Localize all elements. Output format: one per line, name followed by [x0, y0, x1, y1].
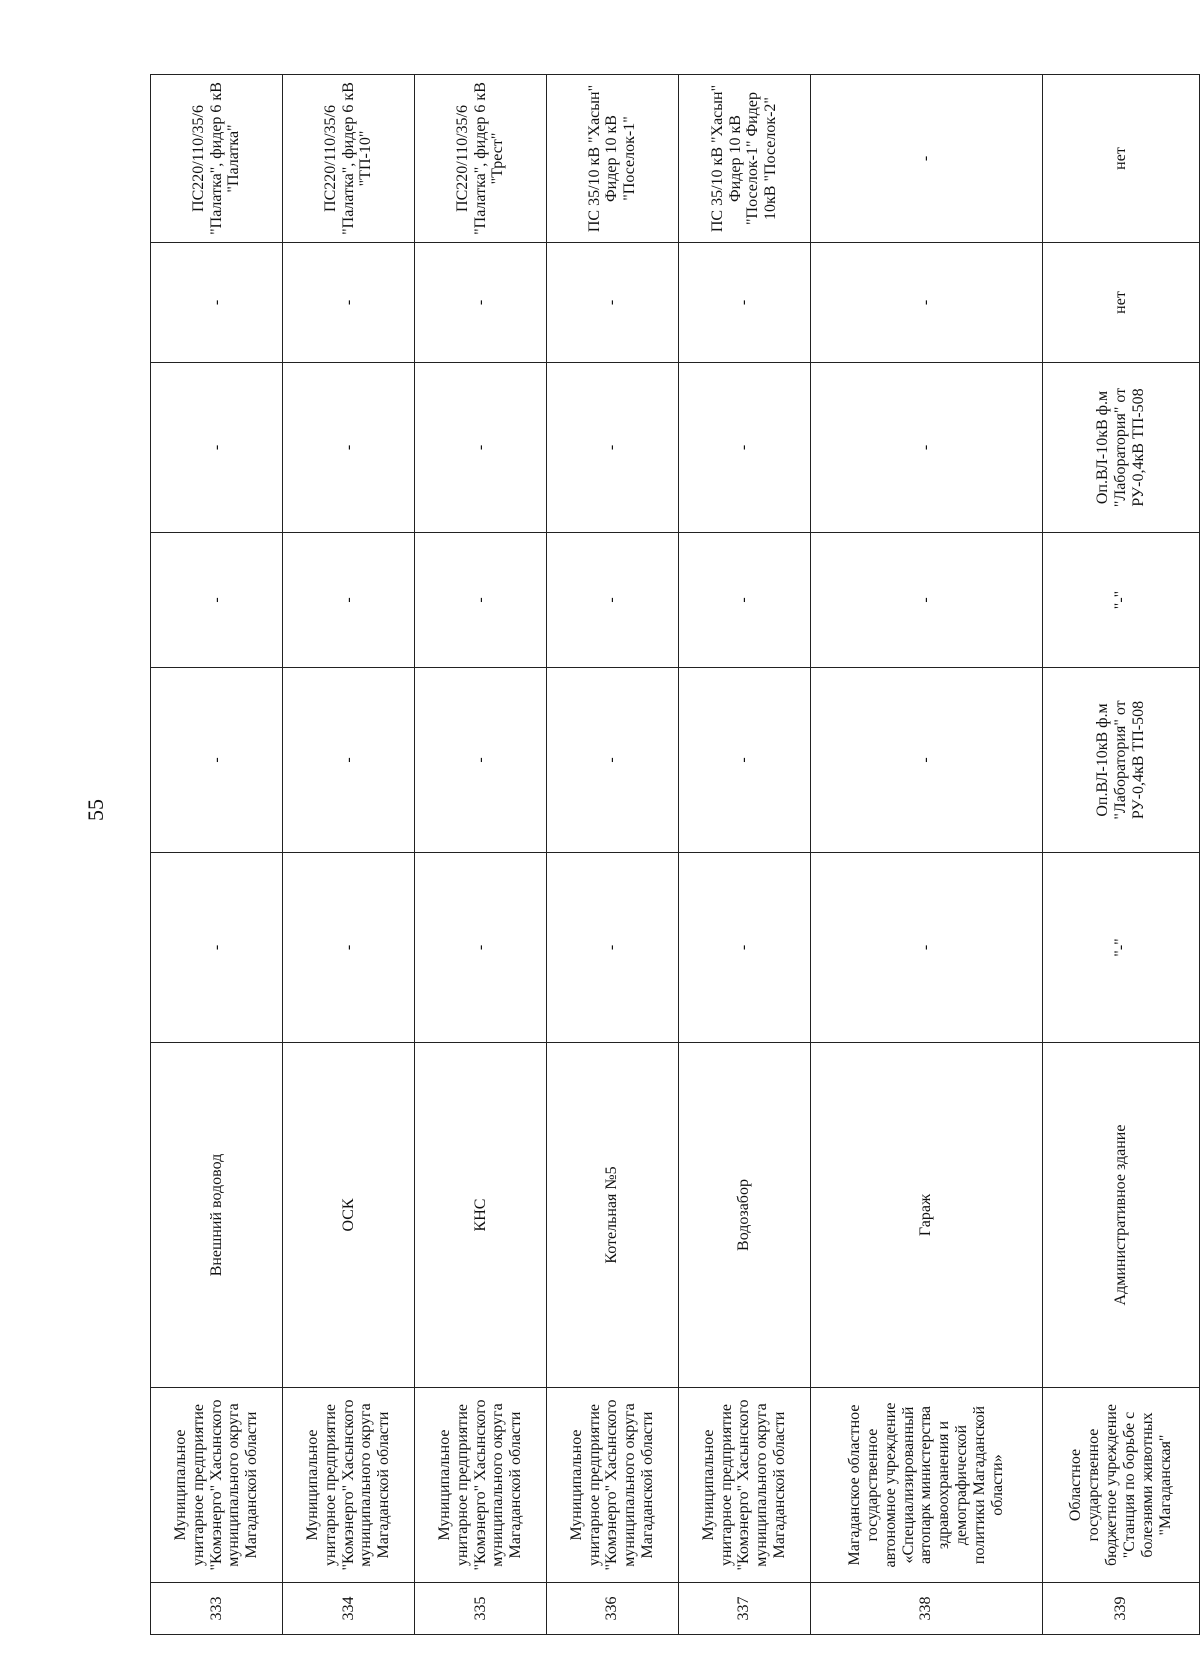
column-e-cell: нет	[1042, 243, 1199, 363]
column-c-cell: -	[678, 533, 810, 668]
rotated-table-wrapper	[150, 75, 1200, 1635]
table-row	[282, 75, 414, 1635]
column-e-cell: -	[810, 243, 1042, 363]
column-d-cell: Оп.ВЛ-10кВ ф.м "Лаборатория" от РУ-0,4кВ ТП-508	[1042, 363, 1199, 533]
feeder-cell: ПС220/110/35/6 "Палатка", фидер 6 кВ "Палатка"	[151, 75, 283, 243]
row-number: 333	[151, 1583, 283, 1635]
column-a-cell: -	[151, 853, 283, 1043]
feeder-cell: ПС220/110/35/6 "Палатка", фидер 6 кВ "Трест"	[414, 75, 546, 243]
column-a-cell: -	[414, 853, 546, 1043]
organization-cell: Муниципальное унитарное предприятие "Комэнерго" Хасынского муниципального округа Магаданской области	[414, 1388, 546, 1583]
organization-cell: Муниципальное унитарное предприятие "Комэнерго" Хасынского муниципального округа Магаданской области	[678, 1388, 810, 1583]
organization-cell: Муниципальное унитарное предприятие "Комэнерго" Хасынского муниципального округа Магаданской области	[282, 1388, 414, 1583]
column-b-cell: -	[414, 668, 546, 853]
column-c-cell: -	[282, 533, 414, 668]
feeder-cell: -	[810, 75, 1042, 243]
column-b-cell: -	[151, 668, 283, 853]
feeder-cell: ПС220/110/35/6 "Палатка", фидер 6 кВ "ТП-10"	[282, 75, 414, 243]
column-a-cell: -	[282, 853, 414, 1043]
column-d-cell: -	[678, 363, 810, 533]
column-a-cell: -	[546, 853, 678, 1043]
column-b-cell: -	[678, 668, 810, 853]
organization-cell: Магаданское областное государственное автономное учреждение «Специализированный автопарк министерства здравоохранения и демографической политики Магаданской области»	[810, 1388, 1042, 1583]
column-d-cell: -	[546, 363, 678, 533]
column-b-cell: -	[282, 668, 414, 853]
column-a-cell: -	[810, 853, 1042, 1043]
row-number: 335	[414, 1583, 546, 1635]
column-e-cell: -	[678, 243, 810, 363]
column-c-cell: -	[151, 533, 283, 668]
column-c-cell: -	[810, 533, 1042, 668]
column-b-cell: Оп.ВЛ-10кВ ф.м "Лаборатория" от РУ-0,4кВ ТП-508	[1042, 668, 1199, 853]
column-c-cell: "-"	[1042, 533, 1199, 668]
feeder-cell: нет	[1042, 75, 1199, 243]
table-row	[678, 75, 810, 1635]
table-row	[546, 75, 678, 1635]
column-e-cell: -	[414, 243, 546, 363]
row-number: 338	[810, 1583, 1042, 1635]
column-e-cell: -	[282, 243, 414, 363]
column-c-cell: -	[546, 533, 678, 668]
feeder-cell: ПС 35/10 кВ "Хасын" Фидер 10 кВ "Поселок-1" Фидер 10кВ "Поселок-2"	[678, 75, 810, 243]
table-row	[810, 75, 1042, 1635]
row-number: 339	[1042, 1583, 1199, 1635]
table-row	[151, 75, 283, 1635]
object-cell: КНС	[414, 1043, 546, 1388]
object-cell: Внешний водовод	[151, 1043, 283, 1388]
object-cell: ОСК	[282, 1043, 414, 1388]
feeder-cell: ПС 35/10 кВ "Хасын" Фидер 10 кВ "Поселок-1"	[546, 75, 678, 243]
column-b-cell: -	[546, 668, 678, 853]
facilities-table	[150, 74, 1200, 1635]
organization-cell: Областное государственное бюджетное учреждение "Станция по борьбе с болезнями животных "Магаданская"	[1042, 1388, 1199, 1583]
row-number: 336	[546, 1583, 678, 1635]
table-row	[414, 75, 546, 1635]
column-d-cell: -	[810, 363, 1042, 533]
column-e-cell: -	[151, 243, 283, 363]
column-c-cell: -	[414, 533, 546, 668]
page-number: 55	[83, 799, 108, 821]
column-a-cell: -	[678, 853, 810, 1043]
row-number: 337	[678, 1583, 810, 1635]
object-cell: Гараж	[810, 1043, 1042, 1388]
object-cell: Водозабор	[678, 1043, 810, 1388]
column-a-cell: "-"	[1042, 853, 1199, 1043]
column-e-cell: -	[546, 243, 678, 363]
column-d-cell: -	[282, 363, 414, 533]
column-d-cell: -	[151, 363, 283, 533]
object-cell: Административное здание	[1042, 1043, 1199, 1388]
table-row	[1042, 75, 1199, 1635]
column-b-cell: -	[810, 668, 1042, 853]
row-number: 334	[282, 1583, 414, 1635]
organization-cell: Муниципальное унитарное предприятие "Комэнерго" Хасынского муниципального округа Магаданской области	[546, 1388, 678, 1583]
object-cell: Котельная №5	[546, 1043, 678, 1388]
column-d-cell: -	[414, 363, 546, 533]
organization-cell: Муниципальное унитарное предприятие "Комэнерго" Хасынского муниципального округа Магаданской области	[151, 1388, 283, 1583]
